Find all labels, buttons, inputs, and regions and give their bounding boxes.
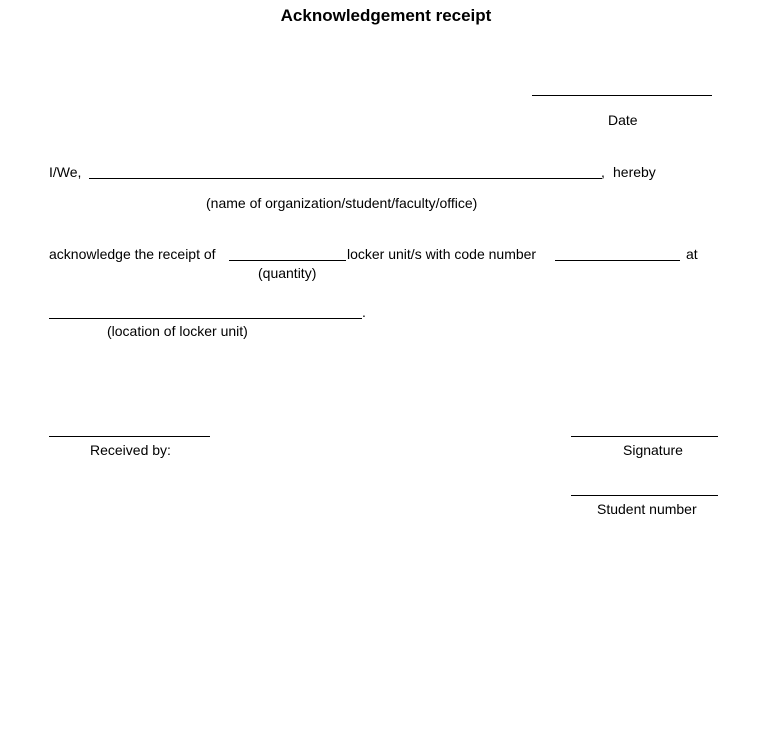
name-comma: , bbox=[601, 164, 605, 180]
date-label: Date bbox=[608, 112, 638, 128]
iwe-label: I/We, bbox=[49, 164, 82, 180]
organization-name-line bbox=[89, 178, 602, 179]
location-period: . bbox=[362, 304, 366, 320]
signature-line bbox=[571, 436, 718, 437]
quantity-caption: (quantity) bbox=[258, 265, 317, 281]
locker-units-label: locker unit/s with code number bbox=[347, 246, 537, 262]
quantity-line bbox=[229, 260, 346, 261]
code-number-line bbox=[555, 260, 680, 261]
signature-label: Signature bbox=[623, 442, 683, 458]
document-title: Acknowledgement receipt bbox=[280, 6, 492, 25]
location-caption: (location of locker unit) bbox=[107, 323, 248, 339]
student-number-line bbox=[571, 495, 718, 496]
received-by-label: Received by: bbox=[90, 442, 171, 458]
acknowledge-label: acknowledge the receipt of bbox=[49, 246, 216, 262]
date-line bbox=[532, 95, 712, 96]
organization-caption: (name of organization/student/faculty/office) bbox=[206, 195, 478, 211]
student-number-label: Student number bbox=[597, 501, 697, 517]
received-by-line bbox=[49, 436, 210, 437]
location-line bbox=[49, 318, 362, 319]
at-label: at bbox=[686, 246, 698, 262]
hereby-label: hereby bbox=[613, 164, 656, 180]
